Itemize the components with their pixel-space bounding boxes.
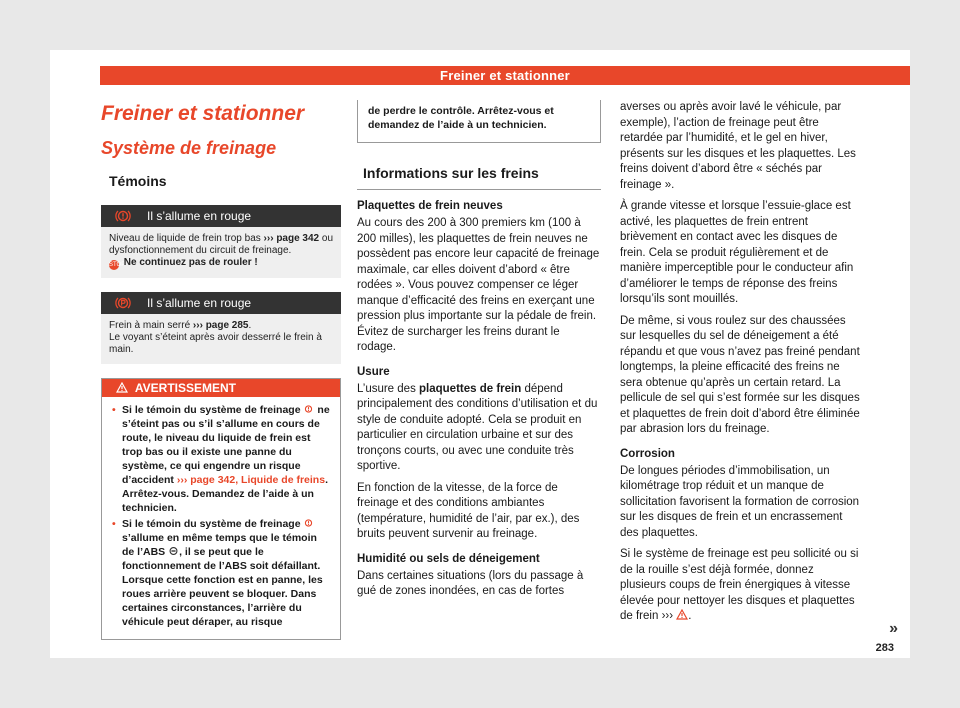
warning-lamp-brake-fluid: Il s’allume en rouge Niveau de liquide de frein trop bas ››› page 342 ou dysfonctionnement du circuit de freinage. STOP Ne continuez pas de rouler ! [101,205,341,278]
paragraph: De longues périodes d’immobilisation, un kilométrage trop réduit et un manque de sollicitation favorisent la formation de corrosion sur les disques de frein et un encrassement des plaquettes. [620,464,860,539]
subheading: Usure [357,365,390,378]
brake-warning-icon [303,404,314,416]
warning-item: • Si le témoin du système de freinage ne s’éteint pas ou s’il s’allume en cours de route, le niveau du liquide de frein est trop bas ou il existe une panne du système, ce qui engendre un risque d’accident ››› page 342, Liquide de freins. Arrêtez-vous. Demandez de l’aide à un technicien. [112,404,330,514]
warning-triangle-icon [116,381,135,395]
subheading: Plaquettes de frein neuves [357,200,503,212]
stop-icon: STOP [109,262,126,268]
page-ref-link[interactable]: ››› page 342, Liquide de freins [176,474,326,486]
section-title: Système de freinage [101,138,277,158]
brake-warning-icon [115,209,131,223]
warning-triangle-icon [676,610,688,622]
paragraph: De même, si vous roulez sur des chaussées sur lesquelles du sel de déneigement a été répandu et que vous n’avez pas freiné pendant longtemps, la pleine efficacité des freins ne sera obtenue qu’après un certain retard. La pellicule de sel qui s’est formée sur les disques et plaquettes de frein doit d’abord être éliminée par abrasion lors du freinage. [620,314,860,435]
running-header: Freiner et stationner [100,66,910,85]
paragraph: Dans certaines situations (lors du passage à gué de zones inondées, en cas de fortes [357,569,584,597]
warning-box-continued: de perdre le contrôle. Arrêtez-vous et demandez de l’aide à un technicien. [357,100,601,143]
subsection-title: Témoins [109,173,167,189]
column-right [620,100,860,631]
paragraph: Si le système de freinage est peu sollicité ou si de la rouille s’est déjà formée, donnez plusieurs coups de frein énergiques à vitesse élevée pour nettoyer les disques et plaquettes de frein ››› . [620,548,859,622]
page-number: 283 [875,642,894,654]
chapter-title: Freiner et stationner [101,102,305,125]
page-ref-link[interactable]: ››› page 342 [263,233,320,244]
brake-warning-icon [303,518,314,530]
continued-marker: » [889,620,898,637]
page-ref-link[interactable]: ››› page 285 [192,320,249,331]
column-left [101,102,341,640]
section-heading: Informations sur les freins [357,165,601,190]
subheading: Humidité ou sels de déneigement [357,552,540,565]
paragraph: À grande vitesse et lorsque l’essuie-glace est activé, les plaquettes de frein entrent brièvement en contact avec les disques de frein. Cela se produit régulièrement et de manière imperceptible pour le conducteur afin d’améliorer le temps de réponse des freins lorsqu’ils sont mouillés. [620,200,854,305]
lamp-head-label: Il s’allume en rouge [147,209,252,223]
paragraph: averses ou après avoir lavé le véhicule, par exemple), l’action de freinage peut être retardée par l’humidité, et le gel en hiver, présents sur les disques et les plaquettes. Les freins doivent d’abord être « séchés par freinage ». [620,101,856,191]
column-middle [357,100,601,606]
warning-title: AVERTISSEMENT [134,381,237,395]
warning-lamp-handbrake: Il s’allume en rouge Frein à main serré ››› page 285. Le voyant s’éteint après avoir desserré le frein à main. [101,292,341,364]
paragraph: Au cours des 200 à 300 premiers km (100 à 200 milles), les plaquettes de frein neuves ne possèdent pas encore leur capacité de freinage maximale, car elles doivent d’abord « être rodées ». Vous pouvez compenser ce léger manque d’efficacité des freins en exerçant une pression plus importante sur la pédale de frein. Évitez de surcharger les freins durant le rodage. [357,217,600,353]
subheading: Corrosion [620,447,675,460]
warning-box [101,378,341,640]
paragraph: L’usure des plaquettes de frein dépend principalement des conditions d’utilisation et du style de conduite adopté. Cela se produit en particulier en circulation urbaine et sur des tronçons courts, ou avec une conduite très sportive. [357,382,598,472]
abs-icon [168,546,179,558]
warning-item: • Si le témoin du système de freinage s’allume en même temps que le témoin de l’ABS , il se peut que le fonctionnement de l’ABS soit défaillant. Lorsque cette fonction est en panne, les roues arrière peuvent se bloquer. Dans certaines circonstances, l’arrière du véhicule peut déraper, au risque [112,518,323,628]
parking-brake-icon [115,296,131,310]
manual-page [50,50,910,658]
lamp-head-label: Il s’allume en rouge [147,296,252,310]
paragraph: En fonction de la vitesse, de la force de freinage et des conditions ambiantes (température, humidité de l’air, par ex.), des bruits peuvent survenir au freinage. [357,481,580,540]
page-ref-link[interactable]: ››› [661,610,674,622]
